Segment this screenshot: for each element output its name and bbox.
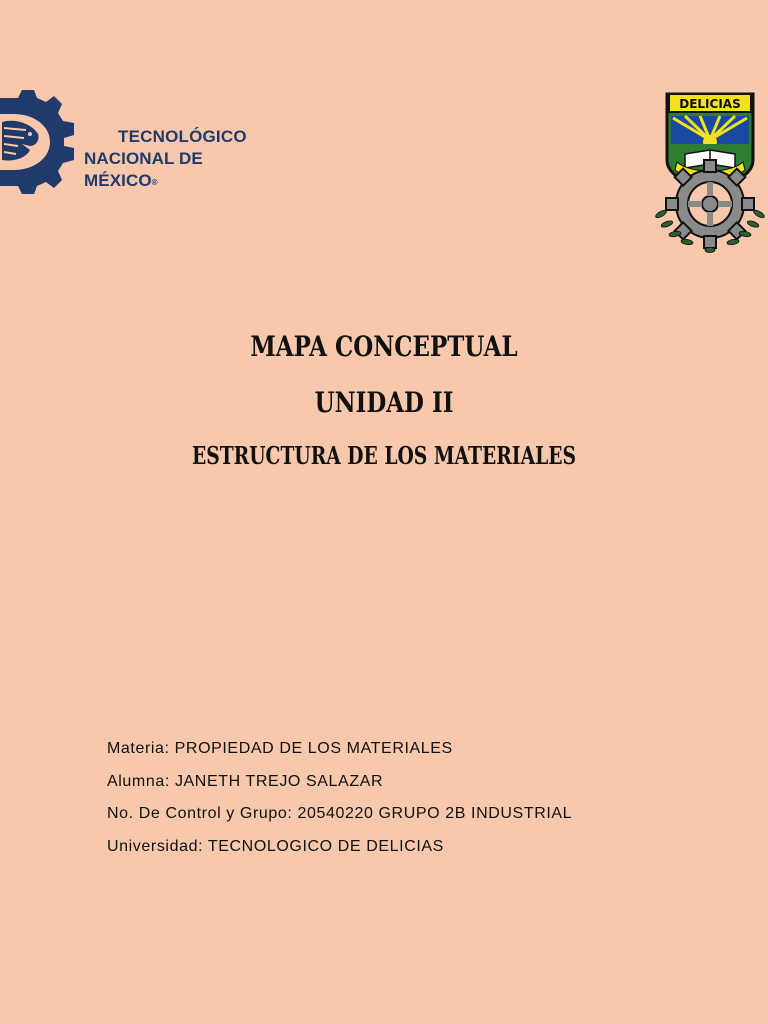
student-info <box>107 737 572 867</box>
page-title: MAPA CONCEPTUAL <box>250 330 518 363</box>
tecnm-logo <box>0 88 270 212</box>
info-materia: Materia: PROPIEDAD DE LOS MATERIALES <box>107 740 453 757</box>
tecnm-line2-text: NACIONAL DE MÉXICO <box>84 149 203 190</box>
info-control-grupo: No. De Control y Grupo: 20540220 GRUPO 2B INDUSTRIAL <box>107 805 573 822</box>
title-block <box>0 320 768 478</box>
tecnm-line1: TECNOLÓGICO <box>118 127 247 146</box>
info-alumna: Alumna: JANETH TREJO SALAZAR <box>107 772 384 790</box>
unit-title: UNIDAD II <box>314 386 454 419</box>
subtitle: ESTRUCTURA DE LOS MATERIALES <box>191 441 577 470</box>
registered-mark: ® <box>151 178 158 187</box>
eagle-head-icon <box>2 121 39 161</box>
delicias-seal-icon <box>655 88 765 260</box>
tecnm-wordmark <box>84 126 270 194</box>
info-universidad: Universidad: TECNOLOGICO DE DELICIAS <box>107 837 444 855</box>
seal-banner-text: DELICIAS <box>679 97 741 111</box>
tecnm-gear-icon <box>0 88 80 212</box>
tecnm-line2 <box>84 148 270 194</box>
